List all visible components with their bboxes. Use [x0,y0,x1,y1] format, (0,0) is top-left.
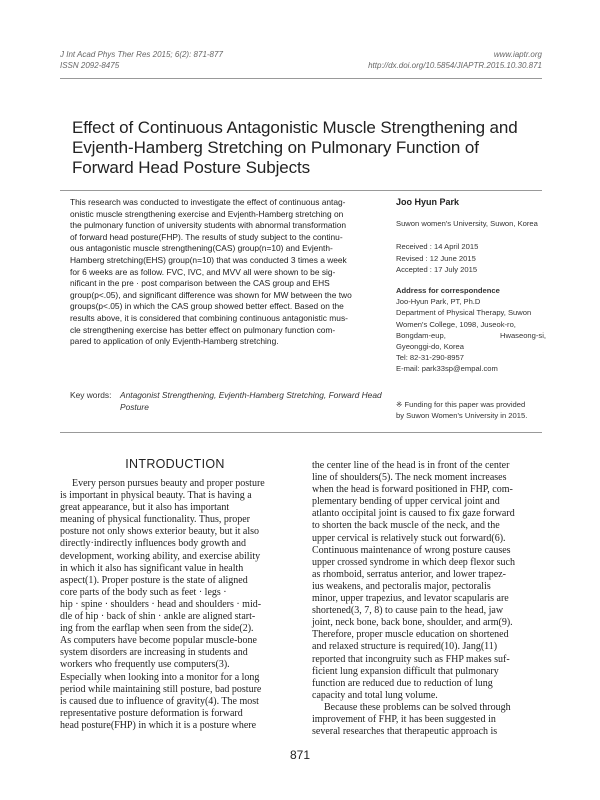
body-text-line: function are reduced due to reduction of lung [312,677,493,689]
title-line: Forward Head Posture Subjects [72,158,311,177]
body-text-line: aspect(1). Proper posture is the state of aligned [60,574,248,586]
body-text-line: is important in physical beauty. That is having a [60,490,252,502]
abstract-line: the pulmonary function of university students with abnormal transformation [70,220,347,231]
body-text-line: period while maintaining still posture, bad posture [60,683,262,695]
body-text-line: system disorders are increasing in students and [60,647,248,659]
body-text-line: plementary bending of upper cervical joint and [312,496,500,508]
funding-line: by Suwon Women's University in 2015. [396,410,528,420]
body-text-line: meaning of physical functionality. Thus, proper [60,514,250,526]
abstract [70,197,377,348]
body-text-line: upper crossed syndrome in which deep flexor such [312,556,515,568]
body-text-line: head posture(FHP) in which it is a posture where [60,719,257,731]
body-text-line: minor, upper trapezius, and levator scapularis are [312,593,509,605]
body-text-line: Therefore, proper muscle education on shortened [312,629,509,641]
journal-citation [60,49,223,71]
body-text-line: the center line of the head is in front of the center [312,460,510,471]
body-text-line: reported that incongruity such as FHP makes suf- [312,653,510,665]
body-text-line: ing from the earflap when seen from the side(2). [60,623,254,635]
body-text-line: ius weakens, and pectoralis major, pectoralis [312,580,491,592]
body-text-line: joint, neck bone, back bone, shoulder, and arm(9). [312,617,513,629]
keywords-line: Posture [120,401,149,412]
title-line: Effect of Continuous Antagonistic Muscle Strengthening and [72,118,518,137]
keywords-label: Key words: [70,390,112,400]
abstract-line: Hamberg stretching(EHS) group(n=10) that was conducted 3 times a week [70,254,347,265]
correspondence-address [396,296,546,374]
body-text-line: to shorten the back muscle of the neck, and the [312,520,500,532]
body-text-line: ficient lung expansion difficult that pulmonary [312,665,499,677]
correspondence-line: Department of Physical Therapy, Suwon [396,308,532,318]
abstract-line: pared to application of only Evjenth-Hamberg stretching. [70,336,279,347]
body-text-line: core parts of the body such as feet · legs · [60,586,227,598]
page-number: 871 [289,748,311,762]
correspondence-town: Bongdam-eup, [396,330,446,340]
body-text-line: as rhomboid, serratus anterior, and lower trapez- [312,568,506,580]
body-column-left [60,478,290,732]
body-text-line: directly·indirectly influences body growth and [60,538,247,550]
journal-website[interactable]: www.iaptr.org [493,50,542,59]
section-heading: INTRODUCTION [125,457,225,471]
body-text-line: Because these problems can be solved through [324,701,511,713]
body-text-line: and relaxed structure is required(10). Jang(11) [312,641,498,653]
body-text-line: As computers have become popular muscle-bone [60,635,257,647]
correspondence-line [396,330,546,341]
abstract-line: of forward head posture(FHP). The results of study subject to the continu- [70,231,343,242]
correspondence-line: Women's College, 1098, Juseok-ro, [396,319,516,329]
received-date: Received : 14 April 2015 [396,242,479,252]
body-text-line: workers who frequently use computers(3). [60,659,230,671]
abstract-line: cle strengthening exercise has better effect on pulmonary function com- [70,324,336,335]
correspondence-line: Gyeonggi-do, Korea [396,342,464,352]
keywords-text [120,390,382,413]
abstract-line: for 6 weeks are as follow. FVC, IVC, and MVV all were shown to be sig- [70,266,336,277]
funding-line: ※ Funding for this paper was provided [396,399,526,409]
abstract-line: This research was conducted to investigate the effect of continuous antag- [70,197,346,207]
body-text-line: improvement of FHP, it has been suggested in [312,713,496,725]
abstract-line: nificant in the pre · post comparison between the CAS group and EHS [70,278,330,289]
body-text-line: dle of hip · back of shin · ankle are aligned start- [60,611,256,623]
correspondence-heading: Address for correspondence [396,286,500,296]
correspondence-email[interactable]: E-mail: park33sp@empal.com [396,364,498,374]
article-dates [396,241,546,275]
abstract-top-rule [60,190,542,191]
abstract-line: groups(p<.05) in which the CAS group showed better effect. Based on the [70,301,344,312]
body-text-line: when the head is forward positioned in FHP, com- [312,484,513,496]
abstract-line: onistic muscle strengthening exercise and Evjenth-Hamberg stretching on [70,208,344,219]
body-text-line: several researches that therapeutic approach is [312,726,498,738]
body-text-line: is caused due to influence of gravity(4). The most [60,695,259,707]
header-divider [60,78,542,79]
body-text-line: posture not only shows exterior beauty, but it also [60,526,260,538]
author-affiliation: Suwon women's University, Suwon, Korea [396,219,538,229]
issn: ISSN 2092-8475 [60,61,120,70]
body-text-line: atlanto occipital joint is caused to fix gaze forward [312,508,515,520]
article-sidebar [396,197,546,421]
article-title [72,118,542,178]
body-text-line: capacity and total lung volume. [312,689,438,701]
journal-links [368,49,542,71]
body-text-line: Especially when looking into a monitor for a long [60,671,260,683]
correspondence-line: Joo-Hyun Park, PT, Ph.D [396,297,481,307]
correspondence-phone: Tel: 82-31-290-8957 [396,353,464,363]
body-text-line: line of shoulders(5). The neck moment increases [312,472,507,484]
funding-note [396,399,546,421]
body-text-line: development, working ability, and exercise ability [60,550,261,562]
body-text-line: Continuous maintenance of wrong posture causes [312,544,511,556]
abstract-line: group(p<.05), and significant difference was shown for MW between the two [70,289,352,300]
title-line: Evjenth-Hamberg Stretching on Pulmonary Function of [72,138,479,157]
keywords-line: Antagonist Strengthening, Evjenth-Hamberg Stretching, Forward Head [120,390,382,400]
revised-date: Revised : 12 June 2015 [396,253,476,263]
abstract-bottom-rule [60,432,542,433]
author-name: Joo Hyun Park [396,197,460,207]
doi-link[interactable]: http://dx.doi.org/10.5854/JIAPTR.2015.10.30.871 [368,61,542,70]
body-text-line: great appearance, but it also has important [60,502,230,514]
body-text-line: in which it also has significant value in health [60,562,244,574]
body-text-line: shortened(3, 7, 8) to cause pain to the head, jaw [312,605,504,617]
accepted-date: Accepted : 17 July 2015 [396,264,478,274]
abstract-line: ous antagonistic muscle strengthening(CAS) group(n=10) and Evjenth- [70,243,333,254]
body-text-line: hip · spine · shoulders · head and shoulders · mid- [60,598,262,610]
abstract-line: results above, it is considered that combining continuous antagonistic mus- [70,312,348,323]
journal-reference: J Int Acad Phys Ther Res 2015; 6(2): 871-877 [60,50,223,59]
correspondence-city: Hwaseong-si, [499,330,546,340]
body-text-line: upper cervical is relatively stuck out forward(6). [312,532,506,544]
body-text-line: representative posture deformation is forward [60,707,243,719]
body-text-line: Every person pursues beauty and proper posture [72,478,265,489]
body-column-right [312,460,542,738]
